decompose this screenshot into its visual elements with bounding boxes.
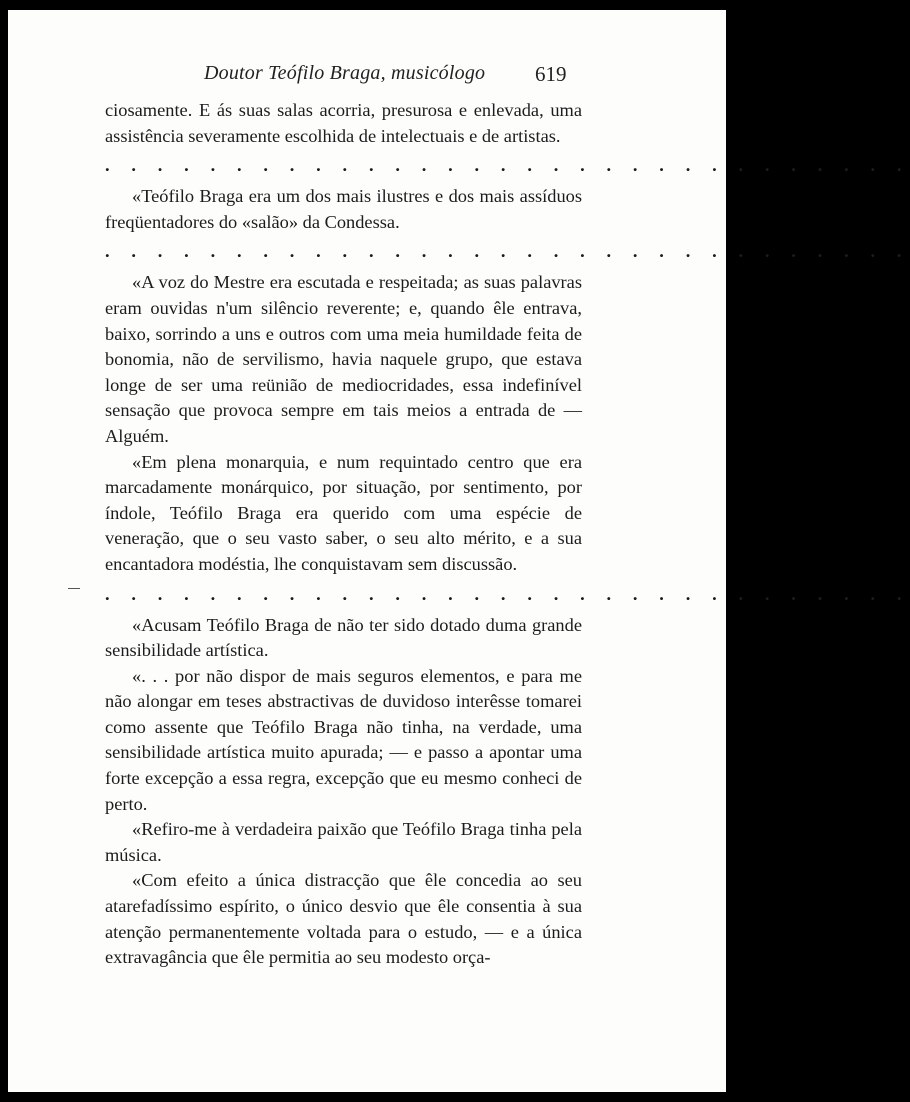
paragraph-5: «Acusam Teófilo Braga de não ter sido dotado duma grande sensibilidade artística. xyxy=(105,614,582,661)
ellipsis-separator-1: . . . . . . . . . . . . . . . . . . . . . . . . . . . . . . . xyxy=(105,155,910,176)
paragraph-6: «. . . por não dispor de mais seguros elementos, e para me não alongar em teses abstractivas de duvidoso interêsse tomarei como assente que Teófilo Braga não tinha, na verdade, uma sensibilidade artística muito apurada; — e passo a apontar uma forte excepção a essa regra, excepção que eu mesmo conheci de perto. xyxy=(105,665,582,814)
book-page xyxy=(8,10,910,1092)
paragraph-7: «Refiro-me à verdadeira paixão que Teófilo Braga tinha pela música. xyxy=(105,819,582,865)
paragraph-2: «Teófilo Braga era um dos mais ilustres e dos mais assíduos freqüentadores do «salão» da Condessa. xyxy=(105,186,582,232)
body-text xyxy=(105,98,910,971)
margin-mark xyxy=(68,588,80,589)
page-number: 619 xyxy=(535,62,567,86)
running-title: Doutor Teófilo Braga, musicólogo xyxy=(204,62,486,84)
ellipsis-separator-3: . . . . . . . . . . . . . . . . . . . . . . . . . . . . . . . xyxy=(105,583,910,604)
paragraph-3: «A voz do Mestre era escutada e respeitada; as suas palavras eram ouvidas n'um silêncio reverente; e, quando êle entrava, baixo, sorrindo a uns e outros com uma meia humildade feita de bonomia, não de servilismo, havia naquele grupo, que estava longe de ser uma reünião de mediocridades, essa indefinível sensação que provoca sempre em tais meios a entrada de — Alguém. xyxy=(105,272,582,446)
paragraph-1: ciosamente. E ás suas salas acorria, presurosa e enlevada, uma assistência severamente escolhida de intelectuais e de artistas. xyxy=(105,100,582,146)
paragraph-8: «Com efeito a única distracção que êle concedia ao seu atarefadíssimo espírito, o único desvio que êle consentia à sua atenção permanentemente voltada para o estudo, — e a única extravagância que êle permitia ao seu modesto orça- xyxy=(105,870,582,968)
page-header xyxy=(8,62,726,92)
ellipsis-separator-2: . . . . . . . . . . . . . . . . . . . . . . . . . . . . . . . xyxy=(105,241,910,262)
paragraph-4: «Em plena monarquia, e num requintado centro que era marcadamente monárquico, por situação, por sentimento, por índole, Teófilo Braga era querido com uma espécie de veneração, que o seu vasto saber, o seu alto mérito, e a sua encantadora modéstia, lhe conquistavam sem discussão. xyxy=(105,451,582,574)
